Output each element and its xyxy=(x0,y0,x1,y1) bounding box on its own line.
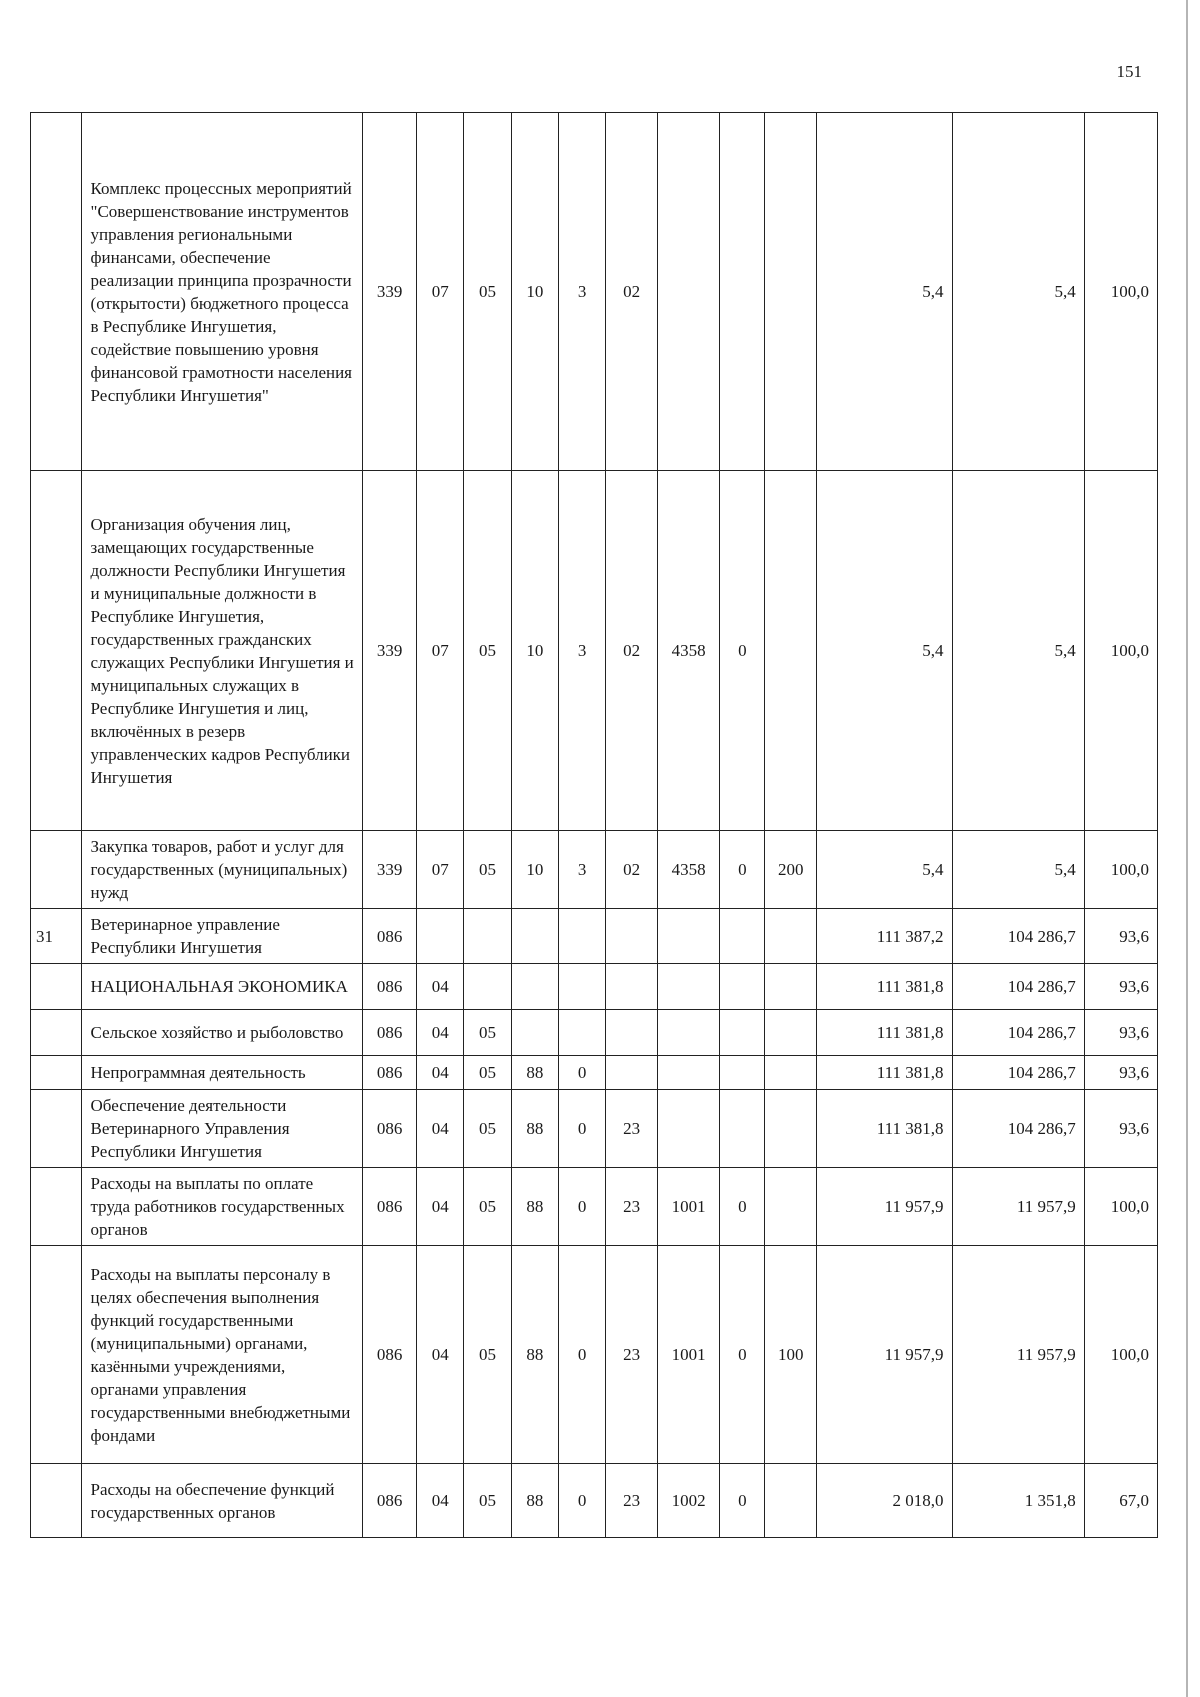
fact-amount: 5,4 xyxy=(952,831,1084,909)
fact-amount: 104 286,7 xyxy=(952,909,1084,964)
code-program: 10 xyxy=(511,471,558,831)
code-section: 04 xyxy=(417,1056,464,1090)
code-program: 10 xyxy=(511,113,558,471)
code-subsection: 05 xyxy=(464,1010,511,1056)
code-subprogram: 23 xyxy=(606,1246,658,1464)
table-row xyxy=(31,964,1158,1010)
code-subsection: 05 xyxy=(464,471,511,831)
fact-amount: 5,4 xyxy=(952,471,1084,831)
execution-percent: 93,6 xyxy=(1084,964,1157,1010)
code-ministry: 086 xyxy=(363,1090,417,1168)
code-expense-type xyxy=(765,471,817,831)
code-subprogram xyxy=(606,964,658,1010)
code-program-type: 3 xyxy=(558,831,605,909)
row-name: Комплекс процессных мероприятий "Совершенствование инструментов управления региональными финансами, обеспечение реализации принципа прозрачности (открытости) бюджетного процесса в Республике Ингушетия, содействие повышению уровня финансовой грамотности населения Республики Ингушетия" xyxy=(81,113,363,471)
code-section: 04 xyxy=(417,1090,464,1168)
execution-percent: 93,6 xyxy=(1084,909,1157,964)
plan-amount: 5,4 xyxy=(817,471,952,831)
code-subprogram: 02 xyxy=(606,113,658,471)
code-ministry: 086 xyxy=(363,1168,417,1246)
code-program: 88 xyxy=(511,1090,558,1168)
code-direction xyxy=(657,1056,719,1090)
code-expense-type xyxy=(765,1168,817,1246)
row-name: Непрограммная деятельность xyxy=(81,1056,363,1090)
code-expense-type xyxy=(765,1010,817,1056)
code-section: 07 xyxy=(417,113,464,471)
code-section: 04 xyxy=(417,1464,464,1538)
row-number xyxy=(31,964,82,1010)
code-expense-type: 100 xyxy=(765,1246,817,1464)
code-program: 88 xyxy=(511,1168,558,1246)
plan-amount: 11 957,9 xyxy=(817,1246,952,1464)
row-number xyxy=(31,1056,82,1090)
code-ministry: 086 xyxy=(363,964,417,1010)
code-subprogram: 02 xyxy=(606,471,658,831)
code-subprogram xyxy=(606,1056,658,1090)
code-ministry: 086 xyxy=(363,1010,417,1056)
code-direction: 4358 xyxy=(657,831,719,909)
code-subsection: 05 xyxy=(464,1056,511,1090)
code-direction: 4358 xyxy=(657,471,719,831)
code-program-type: 0 xyxy=(558,1090,605,1168)
code-subprogram: 23 xyxy=(606,1464,658,1538)
plan-amount: 111 381,8 xyxy=(817,964,952,1010)
code-direction: 1001 xyxy=(657,1246,719,1464)
execution-percent: 67,0 xyxy=(1084,1464,1157,1538)
code-expense-type xyxy=(765,1090,817,1168)
code-subsection: 05 xyxy=(464,1464,511,1538)
code-subdirection: 0 xyxy=(720,1168,765,1246)
code-subdirection: 0 xyxy=(720,1246,765,1464)
code-expense-type: 200 xyxy=(765,831,817,909)
code-ministry: 086 xyxy=(363,1056,417,1090)
code-section: 04 xyxy=(417,1168,464,1246)
code-program-type: 0 xyxy=(558,1168,605,1246)
code-expense-type xyxy=(765,1464,817,1538)
fact-amount: 11 957,9 xyxy=(952,1168,1084,1246)
execution-percent: 93,6 xyxy=(1084,1056,1157,1090)
code-ministry: 339 xyxy=(363,831,417,909)
code-subdirection: 0 xyxy=(720,471,765,831)
execution-percent: 93,6 xyxy=(1084,1090,1157,1168)
fact-amount: 104 286,7 xyxy=(952,964,1084,1010)
plan-amount: 11 957,9 xyxy=(817,1168,952,1246)
row-name: Организация обучения лиц, замещающих государственные должности Республики Ингушетия и муниципальные должности в Республике Ингушетия, государственных гражданских служащих Республики Ингушетия и муниципальных служащих в Республике Ингушетия и лиц, включённых в резерв управленческих кадров Республики Ингушетия xyxy=(81,471,363,831)
code-subprogram xyxy=(606,1010,658,1056)
execution-percent: 100,0 xyxy=(1084,471,1157,831)
code-section: 04 xyxy=(417,1246,464,1464)
row-name: Ветеринарное управление Республики Ингушетия xyxy=(81,909,363,964)
code-program-type xyxy=(558,1010,605,1056)
execution-percent: 93,6 xyxy=(1084,1010,1157,1056)
row-number xyxy=(31,1168,82,1246)
code-program: 88 xyxy=(511,1056,558,1090)
code-expense-type xyxy=(765,1056,817,1090)
code-program xyxy=(511,964,558,1010)
code-section: 07 xyxy=(417,831,464,909)
code-subdirection xyxy=(720,113,765,471)
row-name: Закупка товаров, работ и услуг для государственных (муниципальных) нужд xyxy=(81,831,363,909)
code-ministry: 086 xyxy=(363,1246,417,1464)
code-subprogram: 23 xyxy=(606,1168,658,1246)
code-direction xyxy=(657,964,719,1010)
row-name: Расходы на обеспечение функций государственных органов xyxy=(81,1464,363,1538)
page-number: 151 xyxy=(1116,62,1142,81)
code-program-type: 0 xyxy=(558,1246,605,1464)
table-row xyxy=(31,471,1158,831)
execution-percent: 100,0 xyxy=(1084,1168,1157,1246)
code-subdirection: 0 xyxy=(720,1464,765,1538)
table-row xyxy=(31,1090,1158,1168)
row-name: НАЦИОНАЛЬНАЯ ЭКОНОМИКА xyxy=(81,964,363,1010)
code-program xyxy=(511,909,558,964)
code-program: 10 xyxy=(511,831,558,909)
code-section xyxy=(417,909,464,964)
row-number xyxy=(31,1464,82,1538)
fact-amount: 104 286,7 xyxy=(952,1090,1084,1168)
plan-amount: 111 381,8 xyxy=(817,1056,952,1090)
code-subsection xyxy=(464,909,511,964)
fact-amount: 1 351,8 xyxy=(952,1464,1084,1538)
plan-amount: 111 381,8 xyxy=(817,1010,952,1056)
table-row xyxy=(31,113,1158,471)
code-ministry: 086 xyxy=(363,909,417,964)
code-ministry: 339 xyxy=(363,471,417,831)
fact-amount: 5,4 xyxy=(952,113,1084,471)
code-ministry: 339 xyxy=(363,113,417,471)
code-section: 04 xyxy=(417,964,464,1010)
code-subprogram: 23 xyxy=(606,1090,658,1168)
scan-edge-line xyxy=(1186,0,1188,1697)
table-row xyxy=(31,1246,1158,1464)
code-subdirection xyxy=(720,964,765,1010)
row-number: 31 xyxy=(31,909,82,964)
row-number xyxy=(31,831,82,909)
code-direction xyxy=(657,909,719,964)
row-number xyxy=(31,471,82,831)
fact-amount: 104 286,7 xyxy=(952,1010,1084,1056)
table-row xyxy=(31,831,1158,909)
row-name: Расходы на выплаты персоналу в целях обеспечения выполнения функций государственными (муниципальными) органами, казёнными учреждениями, органами управления государственными внебюджетными фондами xyxy=(81,1246,363,1464)
code-direction xyxy=(657,1090,719,1168)
code-program-type: 0 xyxy=(558,1464,605,1538)
table-row xyxy=(31,1010,1158,1056)
code-expense-type xyxy=(765,964,817,1010)
code-subsection: 05 xyxy=(464,1090,511,1168)
execution-percent: 100,0 xyxy=(1084,1246,1157,1464)
plan-amount: 5,4 xyxy=(817,831,952,909)
code-program-type xyxy=(558,909,605,964)
code-subprogram: 02 xyxy=(606,831,658,909)
row-number xyxy=(31,1010,82,1056)
row-number xyxy=(31,1246,82,1464)
code-direction: 1002 xyxy=(657,1464,719,1538)
code-subprogram xyxy=(606,909,658,964)
code-subsection xyxy=(464,964,511,1010)
code-direction xyxy=(657,113,719,471)
code-section: 04 xyxy=(417,1010,464,1056)
table-row xyxy=(31,1168,1158,1246)
fact-amount: 11 957,9 xyxy=(952,1246,1084,1464)
code-program-type: 3 xyxy=(558,113,605,471)
code-subdirection xyxy=(720,1010,765,1056)
plan-amount: 111 381,8 xyxy=(817,1090,952,1168)
row-name: Обеспечение деятельности Ветеринарного Управления Республики Ингушетия xyxy=(81,1090,363,1168)
table-row xyxy=(31,909,1158,964)
code-section: 07 xyxy=(417,471,464,831)
code-subdirection xyxy=(720,909,765,964)
code-subdirection xyxy=(720,1090,765,1168)
row-number xyxy=(31,1090,82,1168)
execution-percent: 100,0 xyxy=(1084,113,1157,471)
fact-amount: 104 286,7 xyxy=(952,1056,1084,1090)
row-name: Сельское хозяйство и рыболовство xyxy=(81,1010,363,1056)
code-ministry: 086 xyxy=(363,1464,417,1538)
code-subdirection: 0 xyxy=(720,831,765,909)
code-direction: 1001 xyxy=(657,1168,719,1246)
execution-percent: 100,0 xyxy=(1084,831,1157,909)
code-program xyxy=(511,1010,558,1056)
code-program: 88 xyxy=(511,1246,558,1464)
plan-amount: 2 018,0 xyxy=(817,1464,952,1538)
row-name: Расходы на выплаты по оплате труда работников государственных органов xyxy=(81,1168,363,1246)
code-subdirection xyxy=(720,1056,765,1090)
code-expense-type xyxy=(765,113,817,471)
code-subsection: 05 xyxy=(464,831,511,909)
table-row xyxy=(31,1464,1158,1538)
plan-amount: 111 387,2 xyxy=(817,909,952,964)
code-program: 88 xyxy=(511,1464,558,1538)
code-subsection: 05 xyxy=(464,1246,511,1464)
plan-amount: 5,4 xyxy=(817,113,952,471)
code-program-type: 3 xyxy=(558,471,605,831)
code-subsection: 05 xyxy=(464,113,511,471)
budget-table xyxy=(30,112,1158,1538)
code-direction xyxy=(657,1010,719,1056)
table-row xyxy=(31,1056,1158,1090)
code-program-type xyxy=(558,964,605,1010)
code-expense-type xyxy=(765,909,817,964)
code-program-type: 0 xyxy=(558,1056,605,1090)
code-subsection: 05 xyxy=(464,1168,511,1246)
row-number xyxy=(31,113,82,471)
